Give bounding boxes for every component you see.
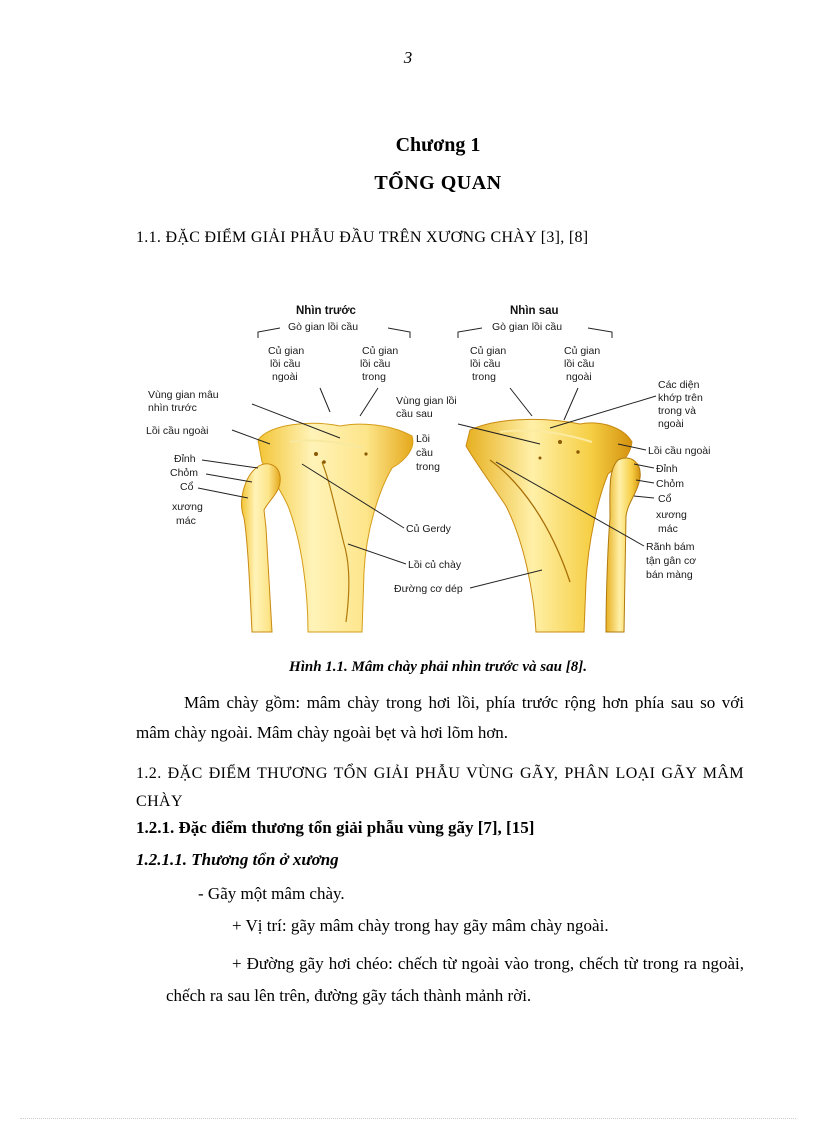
tibia-anatomy-figure [140, 292, 740, 637]
label-cu-gian-ngoai: Củ gian [268, 345, 305, 357]
label-cu-gian-ngoai-sau-3: ngoài [566, 371, 592, 383]
label-cu-gian-trong-sau: Củ gian [470, 345, 507, 357]
label-cu-gian-ngoai-2: lồi cầu [270, 358, 301, 370]
label-vung-gian-loi-cau-sau-2: cầu sau [396, 408, 433, 420]
label-chom: Chỏm [170, 467, 199, 479]
section-heading-1-2: 1.2. ĐẶC ĐIỂM THƯƠNG TỔN GIẢI PHẪU VÙNG GÃY, PHÂN LOẠI GÃY MÂM CHÀY [136, 765, 744, 810]
label-vung-gian-loi-cau-sau: Vùng gian lồi [396, 395, 457, 407]
list-item: - Gãy một mâm chày. [198, 884, 345, 903]
label-go-gian-loi-cau-sau: Gò gian lồi cầu [492, 321, 563, 333]
label-cu-gian-ngoai-3: ngoài [272, 371, 298, 383]
label-cu-gian-trong-3: trong [362, 371, 386, 383]
anterior-view-bone [242, 423, 413, 632]
chapter-subtitle: TỔNG QUAN [374, 172, 502, 194]
label-cu-gian-trong-2: lồi cầu [360, 358, 391, 370]
paragraph-1: Mâm chày gồm: mâm chày trong hơi lồi, phía trước rộng hơn phía sau so với mâm chày ngoài. Mâm chày ngoài bẹt và hơi lõm hơn. [136, 693, 744, 742]
label-vung-gian-mau-2: nhìn trước [148, 402, 197, 414]
chapter-title: Chương 1 [395, 134, 481, 156]
label-loi-cu-chay: Lồi củ chày [408, 559, 462, 571]
label-cu-gian-trong-sau-2: lồi cầu [470, 358, 501, 370]
posterior-view-bone [466, 419, 640, 632]
label-chom-sau: Chỏm [656, 478, 685, 490]
label-cac-dien-khop-2: khớp trên [658, 392, 703, 404]
label-cac-dien-khop: Các diện [658, 379, 700, 391]
figure-caption: Hình 1.1. Mâm chày phải nhìn trước và sau [8]. [289, 659, 587, 675]
label-go-gian-loi-cau: Gò gian lồi cầu [288, 321, 359, 333]
anterior-view-title: Nhìn trước [296, 305, 356, 317]
label-ranh-bam-3: bán màng [646, 569, 693, 581]
label-dinh-sau: Đỉnh [656, 463, 678, 475]
label-duong-co-dep: Đường cơ dép [394, 583, 463, 595]
list-item: + Đường gãy hơi chéo: chếch từ ngoài vào trong, chếch từ trong ra ngoài, chếch ra sau lên trên, đường gãy tách thành mảnh rời. [166, 954, 744, 1005]
label-xuong: xương [172, 501, 203, 513]
label-cu-gian-ngoai-sau: Củ gian [564, 345, 601, 357]
label-xuong-sau: xương [656, 509, 687, 521]
section-heading-1-1: 1.1. ĐẶC ĐIỂM GIẢI PHẪU ĐẦU TRÊN XƯƠNG CHÀY [3], [8] [136, 229, 589, 246]
label-co-sau: Cổ [658, 493, 672, 505]
section-heading-1-2-1: 1.2.1. Đặc điểm thương tổn giải phẫu vùng gãy [7], [15] [136, 818, 535, 837]
posterior-view-title: Nhìn sau [510, 305, 559, 317]
page-divider [20, 1118, 796, 1119]
label-loi-cau-trong-2: cầu [416, 447, 433, 459]
label-loi-cau-ngoai-sau: Lồi cầu ngoài [648, 445, 711, 457]
label-cu-gerdy: Củ Gerdy [406, 523, 451, 535]
label-dinh: Đỉnh [174, 453, 196, 465]
label-co: Cổ [180, 481, 194, 493]
label-cu-gian-trong: Củ gian [362, 345, 399, 357]
label-cu-gian-trong-sau-3: trong [472, 371, 496, 383]
page-number: 3 [403, 48, 413, 67]
list-item: + Vị trí: gãy mâm chày trong hay gãy mâm chày ngoài. [232, 916, 609, 935]
label-loi-cau-trong: Lồi [416, 433, 431, 445]
label-loi-cau-trong-3: trong [416, 461, 440, 473]
label-ranh-bam: Rãnh bám [646, 541, 695, 553]
label-ranh-bam-2: tận gân cơ [646, 555, 697, 567]
label-loi-cau-ngoai: Lồi cầu ngoài [146, 425, 209, 437]
label-cac-dien-khop-3: trong và [658, 405, 696, 417]
label-mac-sau: mác [658, 523, 678, 535]
label-cu-gian-ngoai-sau-2: lồi cầu [564, 358, 595, 370]
label-mac: mác [176, 515, 196, 527]
label-cac-dien-khop-4: ngoài [658, 418, 684, 430]
label-vung-gian-mau: Vùng gian mâu [148, 389, 219, 401]
section-heading-1-2-1-1: 1.2.1.1. Thương tổn ở xương [136, 850, 339, 869]
